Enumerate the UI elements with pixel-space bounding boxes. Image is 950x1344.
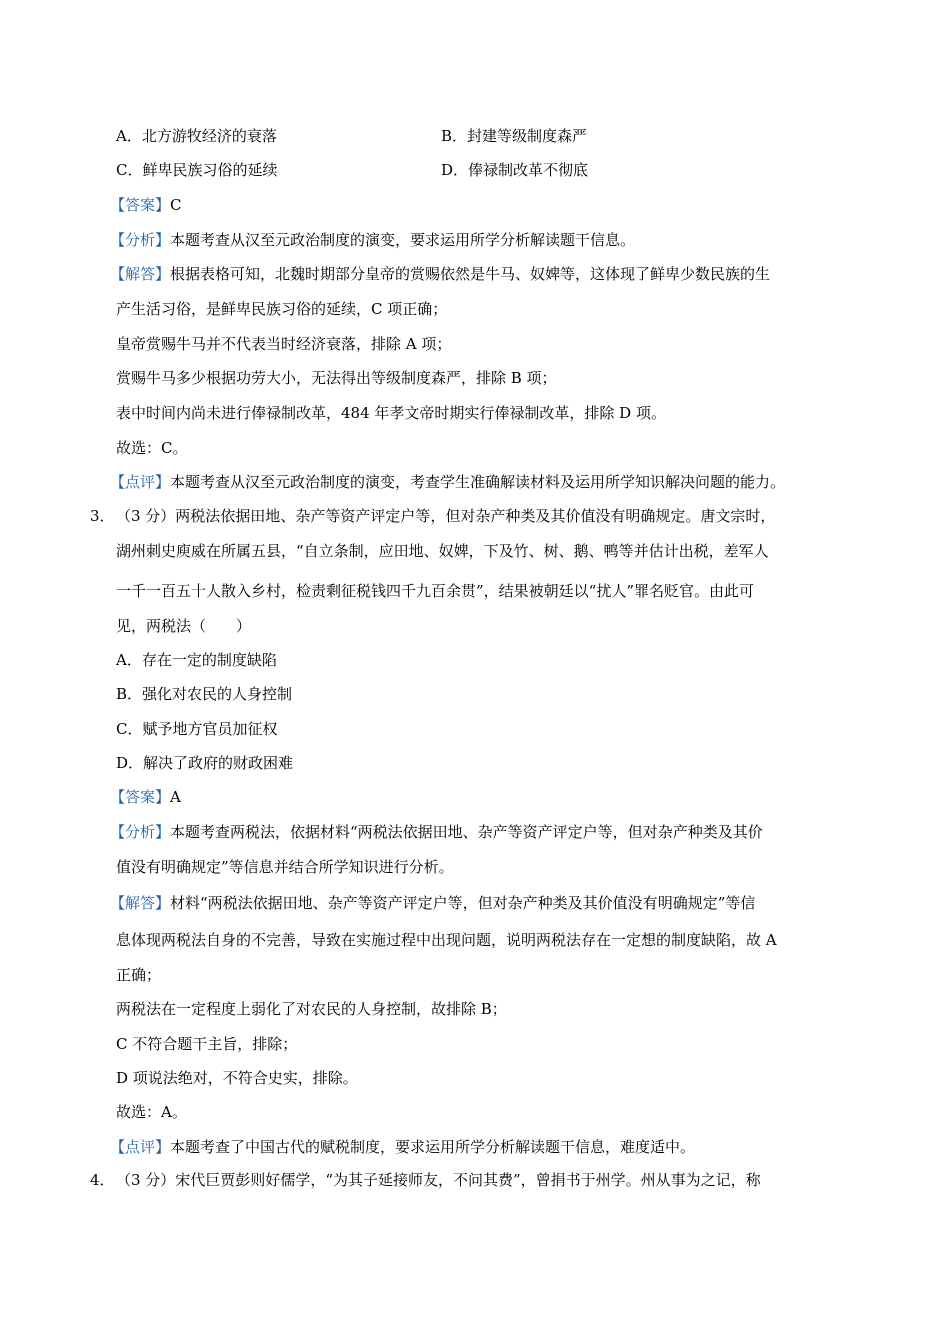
q3-option-d: D．解决了政府的财政困难 (116, 754, 294, 772)
q2-analysis (110, 230, 635, 250)
q2-solution-line-1 (110, 264, 770, 284)
q2-comment (110, 472, 785, 492)
q3-solution-line-5: C 不符合题干主旨，排除； (116, 1035, 298, 1053)
q2-option-b: B．封建等级制度森严 (441, 127, 588, 145)
comment-tag: 【点评】 (110, 473, 171, 491)
q2-solution-line-6: 故选：C。 (116, 439, 188, 457)
q2-solution-line-2: 产生活习俗，是鲜卑民族习俗的延续，C 项正确； (116, 300, 448, 318)
q4-stem-line-1: （3 分）宋代巨贾彭则好儒学，“为其子延接师友，不问其费”，曾捐书于州学。州从事为之记，称 (116, 1171, 761, 1189)
q3-comment (110, 1137, 695, 1157)
q2-option-c: C．鲜卑民族习俗的延续 (116, 161, 278, 179)
q2-solution-line-4: 赏赐牛马多少根据功劳大小，无法得出等级制度森严，排除 B 项； (116, 369, 557, 387)
q3-stem-line-1: （3 分）两税法依据田地、杂产等资产评定户等，但对杂产种类及其价值没有明确规定。唐文宗时， (116, 507, 776, 525)
q3-stem-line-4: 见，两税法（ ） (116, 617, 252, 635)
q3-option-a: A．存在一定的制度缺陷 (116, 651, 277, 669)
analysis-tag: 【分析】 (110, 823, 171, 841)
answer-tag: 【答案】 (110, 788, 171, 806)
q3-analysis-line-1 (110, 822, 763, 842)
comment-tag: 【点评】 (110, 1138, 171, 1156)
q3-solution-line-3: 正确； (116, 966, 162, 984)
q2-solution-line-5: 表中时间内尚未进行俸禄制改革，484 年孝文帝时期实行俸禄制改革，排除 D 项。 (116, 404, 666, 422)
q3-stem-line-3: 一千一百五十人散入乡村，检责剩征税钱四千九百余贯”，结果被朝廷以“扰人”罪名贬官。由此可 (116, 582, 755, 600)
comment-text: 本题考查从汉至元政治制度的演变，考查学生准确解读材料及运用所学知识解决问题的能力。 (170, 473, 786, 491)
answer-text: C (170, 196, 182, 214)
solution-text: 材料“两税法依据田地、杂产等资产评定户等，但对杂产种类及其价值没有明确规定”等信 (170, 894, 756, 912)
q3-solution-line-4: 两税法在一定程度上弱化了对农民的人身控制，故排除 B； (116, 1000, 507, 1018)
solution-text: 根据表格可知，北魏时期部分皇帝的赏赐依然是牛马、奴婢等，这体现了鲜卑少数民族的生 (170, 265, 771, 283)
q2-answer (110, 195, 182, 215)
answer-text: A (170, 788, 181, 806)
q2-solution-line-3: 皇帝赏赐牛马并不代表当时经济衰落，排除 A 项； (116, 335, 452, 353)
analysis-text: 本题考查两税法，依据材料“两税法依据田地、杂产等资产评定户等，但对杂产种类及其价 (170, 823, 763, 841)
q3-stem-line-2: 湖州刺史庾威在所属五县，“自立条制，应田地、奴婢，下及竹、树、鹅、鸭等并估计出税，差军人 (116, 542, 769, 560)
q3-number: 3． (90, 507, 115, 525)
analysis-text: 本题考查从汉至元政治制度的演变，要求运用所学分析解读题干信息。 (170, 231, 636, 249)
solution-tag: 【解答】 (110, 894, 171, 912)
q3-solution-line-1 (110, 893, 755, 913)
q4-number: 4． (90, 1171, 115, 1189)
solution-tag: 【解答】 (110, 265, 171, 283)
q2-option-a: A．北方游牧经济的衰落 (116, 127, 277, 145)
q3-solution-line-7: 故选：A。 (116, 1103, 187, 1121)
q2-option-d: D．俸禄制改革不彻底 (441, 161, 589, 179)
q3-solution-line-6: D 项说法绝对，不符合史实，排除。 (116, 1069, 358, 1087)
q3-answer (110, 787, 181, 807)
q3-solution-line-2: 息体现两税法自身的不完善，导致在实施过程中出现问题，说明两税法存在一定想的制度缺陷，故 A (116, 931, 777, 949)
comment-text: 本题考查了中国古代的赋税制度，要求运用所学分析解读题干信息，难度适中。 (170, 1138, 696, 1156)
analysis-tag: 【分析】 (110, 231, 171, 249)
q3-analysis-line-2: 值没有明确规定”等信息并结合所学知识进行分析。 (116, 858, 454, 876)
q3-option-b: B．强化对农民的人身控制 (116, 685, 293, 703)
answer-tag: 【答案】 (110, 196, 171, 214)
q3-option-c: C．赋予地方官员加征权 (116, 720, 278, 738)
